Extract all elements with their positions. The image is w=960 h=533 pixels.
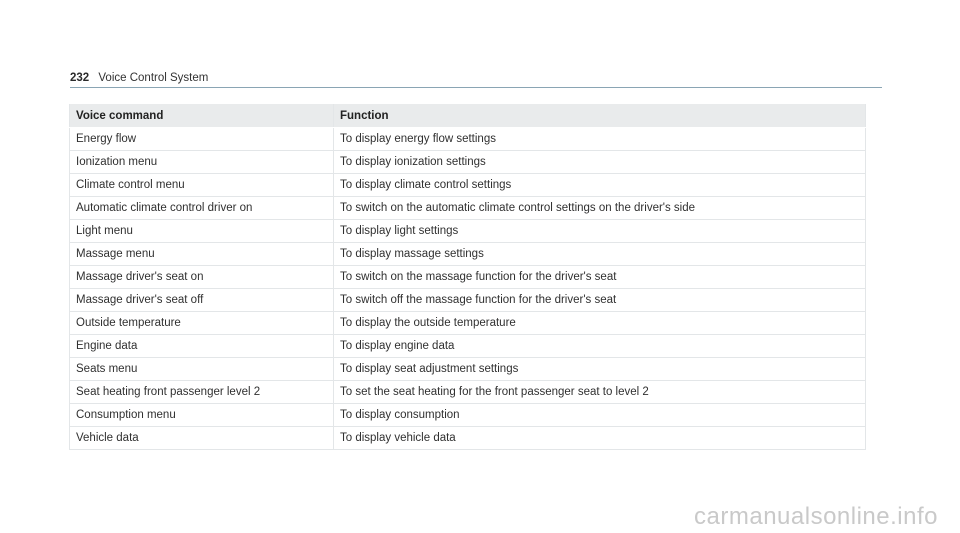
- voice-command-cell: Light menu: [70, 220, 334, 243]
- table-row: [70, 174, 866, 197]
- table-row: [70, 335, 866, 358]
- table-row: [70, 404, 866, 427]
- table-header-row: [70, 104, 866, 128]
- voice-command-cell: Engine data: [70, 335, 334, 358]
- table-row: [70, 266, 866, 289]
- function-cell: To set the seat heating for the front passenger seat to level 2: [334, 381, 866, 404]
- function-cell: To display ionization settings: [334, 151, 866, 174]
- function-cell: To switch off the massage function for the driver's seat: [334, 289, 866, 312]
- voice-command-cell: Massage driver's seat off: [70, 289, 334, 312]
- column-header-function: Function: [334, 104, 866, 128]
- function-cell: To display engine data: [334, 335, 866, 358]
- function-cell: To display the outside temperature: [334, 312, 866, 335]
- voice-command-cell: Automatic climate control driver on: [70, 197, 334, 220]
- function-cell: To display massage settings: [334, 243, 866, 266]
- voice-command-cell: Consumption menu: [70, 404, 334, 427]
- table-body: [70, 128, 866, 450]
- table-row: [70, 289, 866, 312]
- function-cell: To display consumption: [334, 404, 866, 427]
- function-cell: To display climate control settings: [334, 174, 866, 197]
- voice-command-cell: Massage driver's seat on: [70, 266, 334, 289]
- table-row: [70, 128, 866, 151]
- function-cell: To display seat adjustment settings: [334, 358, 866, 381]
- voice-command-cell: Climate control menu: [70, 174, 334, 197]
- table-row: [70, 381, 866, 404]
- function-cell: To display energy flow settings: [334, 128, 866, 151]
- table-row: [70, 151, 866, 174]
- voice-command-cell: Massage menu: [70, 243, 334, 266]
- function-cell: To switch on the automatic climate control settings on the driver's side: [334, 197, 866, 220]
- column-header-voice-command: Voice command: [70, 104, 334, 128]
- function-cell: To display light settings: [334, 220, 866, 243]
- voice-command-cell: Vehicle data: [70, 427, 334, 450]
- voice-command-cell: Energy flow: [70, 128, 334, 151]
- function-cell: To switch on the massage function for the driver's seat: [334, 266, 866, 289]
- table-row: [70, 427, 866, 450]
- function-cell: To display vehicle data: [334, 427, 866, 450]
- watermark: carmanualsonline.info: [694, 503, 938, 530]
- table-row: [70, 312, 866, 335]
- voice-command-cell: Outside temperature: [70, 312, 334, 335]
- table-row: [70, 243, 866, 266]
- voice-command-table: [69, 104, 866, 450]
- table-row: [70, 358, 866, 381]
- section-title: Voice Control System: [98, 72, 209, 84]
- voice-command-cell: Seats menu: [70, 358, 334, 381]
- page-header: [70, 70, 882, 88]
- voice-command-cell: Seat heating front passenger level 2: [70, 381, 334, 404]
- table-row: [70, 197, 866, 220]
- table-row: [70, 220, 866, 243]
- voice-command-cell: Ionization menu: [70, 151, 334, 174]
- page-number: 232: [70, 72, 90, 84]
